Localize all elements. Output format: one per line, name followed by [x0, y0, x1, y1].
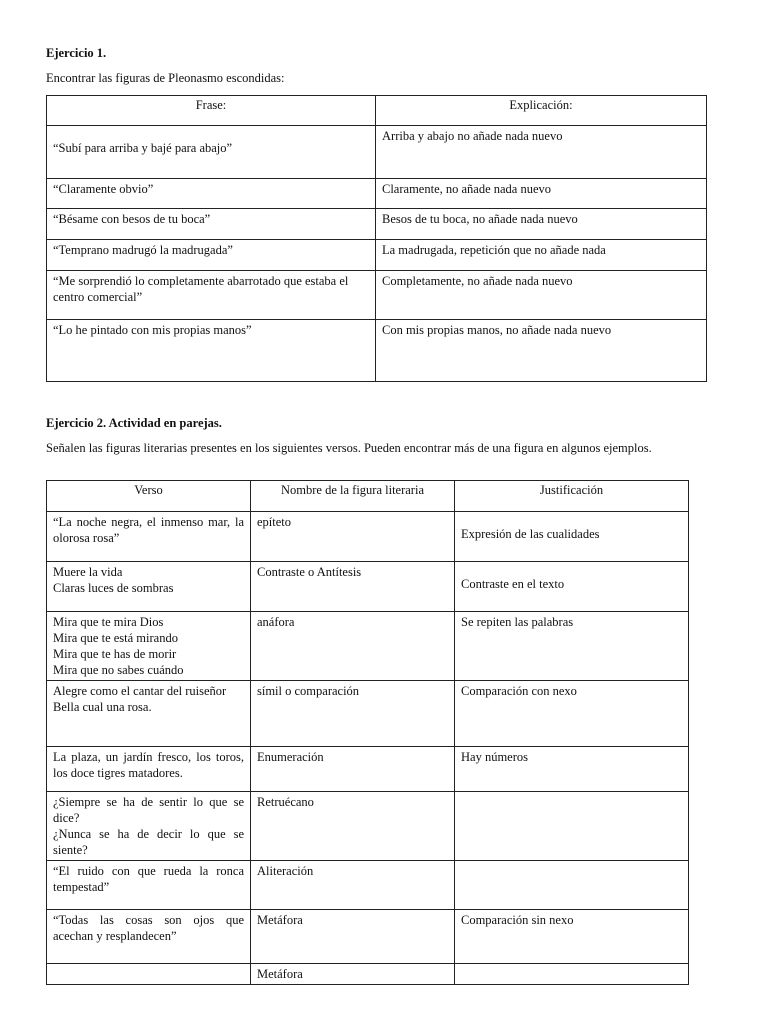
- figura-cell: Aliteración: [251, 861, 455, 910]
- explicacion-cell: Con mis propias manos, no añade nada nuevo: [376, 320, 707, 382]
- exercise-2-instructions: Señalen las figuras literarias presentes en los siguientes versos. Pueden encontrar más de una figura en algunos ejemplos.: [46, 441, 652, 455]
- explicacion-cell: Arriba y abajo no añade nada nuevo: [376, 126, 707, 179]
- verso-cell: [47, 964, 251, 985]
- figura-cell: anáfora: [251, 612, 455, 681]
- header-figura: Nombre de la figura literaria: [251, 481, 455, 512]
- header-verso: Verso: [47, 481, 251, 512]
- verso-cell: “Todas las cosas son ojos que acechan y resplandecen”: [47, 910, 251, 964]
- header-frase: Frase:: [47, 96, 376, 126]
- table-row: [47, 562, 689, 612]
- verso-cell: “El ruido con que rueda la ronca tempestad”: [47, 861, 251, 910]
- table-row: [47, 209, 707, 240]
- justificacion-cell: Comparación sin nexo: [455, 910, 689, 964]
- figura-cell: Metáfora: [251, 964, 455, 985]
- explicacion-cell: La madrugada, repetición que no añade nada: [376, 240, 707, 271]
- justificacion-cell: Hay números: [455, 747, 689, 792]
- table-row: [47, 964, 689, 985]
- table-row: [47, 240, 707, 271]
- explicacion-cell: Claramente, no añade nada nuevo: [376, 179, 707, 209]
- justificacion-cell: Comparación con nexo: [455, 681, 689, 747]
- table-header-row: [47, 481, 689, 512]
- verso-cell: Muere la vida Claras luces de sombras: [47, 562, 251, 612]
- frase-cell: “Subí para arriba y bajé para abajo”: [47, 126, 376, 179]
- table-row: [47, 126, 707, 179]
- figura-cell: Contraste o Antítesis: [251, 562, 455, 612]
- exercise-2-title: Ejercicio 2. Actividad en parejas.: [46, 416, 222, 430]
- figura-cell: Metáfora: [251, 910, 455, 964]
- justificacion-cell: [455, 861, 689, 910]
- frase-cell: “Temprano madrugó la madrugada”: [47, 240, 376, 271]
- table-row: [47, 861, 689, 910]
- table-row: [47, 512, 689, 562]
- exercise-1-title: Ejercicio 1.: [46, 46, 107, 60]
- header-justificacion: Justificación: [455, 481, 689, 512]
- verso-cell: La plaza, un jardín fresco, los toros, los doce tigres matadores.: [47, 747, 251, 792]
- figures-table: [46, 480, 689, 985]
- frase-cell: “Lo he pintado con mis propias manos”: [47, 320, 376, 382]
- verso-cell: Alegre como el cantar del ruiseñor Bella cual una rosa.: [47, 681, 251, 747]
- verso-cell: Mira que te mira Dios Mira que te está mirando Mira que te has de morir Mira que no sabes cuándo: [47, 612, 251, 681]
- figura-cell: símil o comparación: [251, 681, 455, 747]
- figura-cell: epíteto: [251, 512, 455, 562]
- justificacion-cell: Contraste en el texto: [455, 562, 689, 612]
- justificacion-cell: [455, 792, 689, 861]
- exercise-1-instructions: Encontrar las figuras de Pleonasmo escondidas:: [46, 71, 285, 85]
- table-row: [47, 792, 689, 861]
- table-row: [47, 681, 689, 747]
- table-row: [47, 612, 689, 681]
- header-explicacion: Explicación:: [376, 96, 707, 126]
- table-row: [47, 320, 707, 382]
- table-row: [47, 179, 707, 209]
- pleonasm-table: [46, 95, 707, 382]
- justificacion-cell: Se repiten las palabras: [455, 612, 689, 681]
- justificacion-cell: Expresión de las cualidades: [455, 512, 689, 562]
- frase-cell: “Claramente obvio”: [47, 179, 376, 209]
- frase-cell: “Me sorprendió lo completamente abarrotado que estaba el centro comercial”: [47, 271, 376, 320]
- frase-cell: “Bésame con besos de tu boca”: [47, 209, 376, 240]
- explicacion-cell: Completamente, no añade nada nuevo: [376, 271, 707, 320]
- table-row: [47, 271, 707, 320]
- explicacion-cell: Besos de tu boca, no añade nada nuevo: [376, 209, 707, 240]
- table-row: [47, 910, 689, 964]
- table-header-row: [47, 96, 707, 126]
- table-row: [47, 747, 689, 792]
- figura-cell: Enumeración: [251, 747, 455, 792]
- figura-cell: Retruécano: [251, 792, 455, 861]
- verso-cell: ¿Siempre se ha de sentir lo que se dice? ¿Nunca se ha de decir lo que se siente?: [47, 792, 251, 861]
- verso-cell: “La noche negra, el inmenso mar, la olorosa rosa”: [47, 512, 251, 562]
- justificacion-cell: [455, 964, 689, 985]
